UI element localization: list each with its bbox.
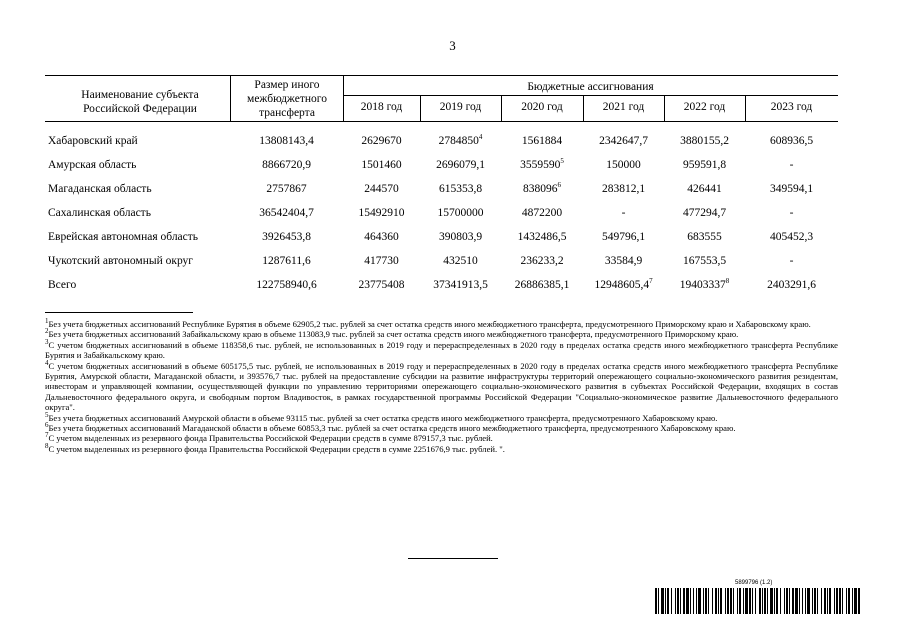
barcode-number: 5899796 (1.2) <box>735 580 773 586</box>
table-row <box>45 135 838 153</box>
transfer-value: 2757867 <box>266 183 307 195</box>
header-year: 2019 год <box>439 101 482 113</box>
transfer-value: 122758940,6 <box>256 279 317 291</box>
value-2018: 244570 <box>364 183 399 195</box>
value-2018: 1501460 <box>361 159 402 171</box>
transfer-value: 1287611,6 <box>262 255 311 267</box>
value-2019: 432510 <box>443 255 478 267</box>
end-separator <box>408 558 498 559</box>
table-row <box>45 231 838 249</box>
subject-name: Сахалинская область <box>48 207 151 219</box>
footnote: $^6$Без учета бюджетных ассигнований Магаданской области в объеме 60853,3 тыс. рублей за счет остатка средств иного межбюджетного трансферта, предусмотренного Хабаровскому краю. <box>45 421 736 434</box>
value-2018: 15492910 <box>358 207 405 219</box>
subject-name: Всего <box>48 279 77 291</box>
value-2023: - <box>789 159 794 171</box>
barcode <box>655 580 860 614</box>
footnote: $^2$Без учета бюджетных ассигнований Забайкальскому краю в объеме 113083,9 тыс. рублей за счет остатка средств иного межбюджетного трансферта, предусмотренного Приморскому краю. <box>45 327 739 340</box>
value-2023: 349594,1 <box>769 183 814 195</box>
value-2022: 426441 <box>687 183 722 195</box>
table-row <box>45 207 838 225</box>
subject-name: Магаданская область <box>48 183 152 195</box>
value-2019: 2784850$^4$ <box>438 133 483 147</box>
footnotes <box>45 319 838 454</box>
header-subject: Наименование субъекта Российской Федерации <box>81 89 199 115</box>
value-2020: 838096$^6$ <box>523 181 561 195</box>
footnote: $^5$Без учета бюджетных ассигнований Амурской области в объеме 93115 тыс. рублей за счет остатка средств иного межбюджетного трансферта, предусмотренного Хабаровскому краю. <box>45 410 718 423</box>
transfer-value: 36542404,7 <box>259 207 314 219</box>
transfer-value: 3926453,8 <box>262 231 311 243</box>
table-row <box>45 159 838 177</box>
header-year: 2018 год <box>360 101 403 113</box>
subject-name: Амурская область <box>48 159 137 171</box>
footnote: $^3$С учетом бюджетных ассигнований в объеме 118358,6 тыс. рублей, не использованных в 2019 году и перераспределенных в 2020 году в пределах остатка средств иного межбюджетного трансферта Республике Бурятия и Забайкальскому краю. <box>45 337 838 361</box>
value-2022: 3880155,2 <box>680 135 729 147</box>
value-2022: 959591,8 <box>682 159 727 171</box>
value-2020: 1432486,5 <box>517 231 567 243</box>
value-2021: 12948605,4$^7$ <box>594 277 653 291</box>
table-top-rule <box>45 75 838 76</box>
table-row <box>45 183 838 201</box>
value-2019: 615353,8 <box>438 183 483 195</box>
value-2021: - <box>621 207 626 219</box>
header-year: 2023 год <box>770 101 813 113</box>
footnote: $^8$С учетом выделенных из резервного фонда Правительства Российской Федерации средств в сумме 2251676,9 тыс. рублей. ". <box>45 442 505 454</box>
transfer-value: 8866720,9 <box>262 159 311 171</box>
value-2021: 33584,9 <box>604 255 643 267</box>
value-2020: 236233,2 <box>520 255 564 267</box>
value-2018: 464360 <box>364 231 399 243</box>
value-2020: 3559590$^5$ <box>520 157 564 171</box>
table-header-bottom-rule <box>45 121 838 122</box>
value-2022: 19403337$^8$ <box>679 277 730 291</box>
subject-name: Хабаровский край <box>48 135 138 147</box>
value-2022: 683555 <box>687 231 722 243</box>
value-2020: 4872200 <box>521 207 563 219</box>
value-2023: 405452,3 <box>769 231 814 243</box>
header-divider <box>230 75 231 121</box>
value-2020: 1561884 <box>521 135 563 147</box>
value-2018: 417730 <box>364 255 399 267</box>
value-2023: - <box>789 207 794 219</box>
value-2021: 150000 <box>606 159 641 171</box>
value-2020: 26886385,1 <box>514 279 570 291</box>
footnote: $^1$Без учета бюджетных ассигнований Республике Бурятия в объеме 62905,2 тыс. рублей за счет остатка средств иного межбюджетного трансферта, предусмотренного Приморскому краю и Хабаровскому краю. <box>45 317 811 329</box>
value-2023: - <box>789 255 794 267</box>
allocations-header-rule <box>343 95 838 96</box>
header-transfer: Размер иного межбюджетного трансферта <box>247 79 327 119</box>
value-2019: 15700000 <box>437 207 484 219</box>
footnote: $^7$С учетом выделенных из резервного фонда Правительства Российской Федерации средств в сумме 879157,3 тыс. рублей. <box>45 431 493 444</box>
table-row-total <box>45 279 838 297</box>
value-2019: 37341913,5 <box>433 279 488 291</box>
value-2022: 167553,5 <box>682 255 727 267</box>
value-2023: 2403291,6 <box>767 279 816 291</box>
value-2019: 390803,9 <box>438 231 483 243</box>
header-year: 2021 год <box>602 101 645 113</box>
value-2018: 23775408 <box>358 279 405 291</box>
value-2018: 2629670 <box>361 135 402 147</box>
header-year: 2020 год <box>521 101 563 113</box>
value-2022: 477294,7 <box>682 207 727 219</box>
page-number: 3 <box>449 38 456 53</box>
barcode-icon <box>655 588 860 614</box>
value-2023: 608936,5 <box>769 135 814 147</box>
value-2021: 549796,1 <box>601 231 646 243</box>
header-allocations: Бюджетные ассигнования <box>527 81 654 93</box>
value-2021: 283812,1 <box>601 183 646 195</box>
subject-name: Чукотский автономный округ <box>48 255 194 267</box>
footnote: $^4$С учетом бюджетных ассигнований в объеме 605175,5 тыс. рублей, не использованных в 2019 году и перераспределенных в 2020 году в пределах остатка средств иного межбюджетного трансферта Республике Бурятия, Амурской области, Магаданской области, и 393576,7 тыс. рублей на предоставление субсидии на развитие инфраструктуры территорий опережающего социально-экономического развития резидентам, инвесторам и управляющей компании, осуществляющей функции по управлению территориями опережающего социально-экономического развития в субъектах Российской Федерации, входящих в состав Дальневосточного федерального округа, и свободным портом Владивосток, в рамках государственной программы Российской Федерации "Социально-экономическое развитие Дальневосточного федерального округа". <box>45 358 838 413</box>
value-2021: 2342647,7 <box>599 135 648 147</box>
subject-name: Еврейская автономная область <box>48 231 199 243</box>
header-year: 2022 год <box>683 101 726 113</box>
footnote-separator <box>45 312 193 313</box>
table-row <box>45 255 838 273</box>
value-2019: 2696079,1 <box>436 159 485 171</box>
transfer-value: 13808143,4 <box>259 135 314 147</box>
